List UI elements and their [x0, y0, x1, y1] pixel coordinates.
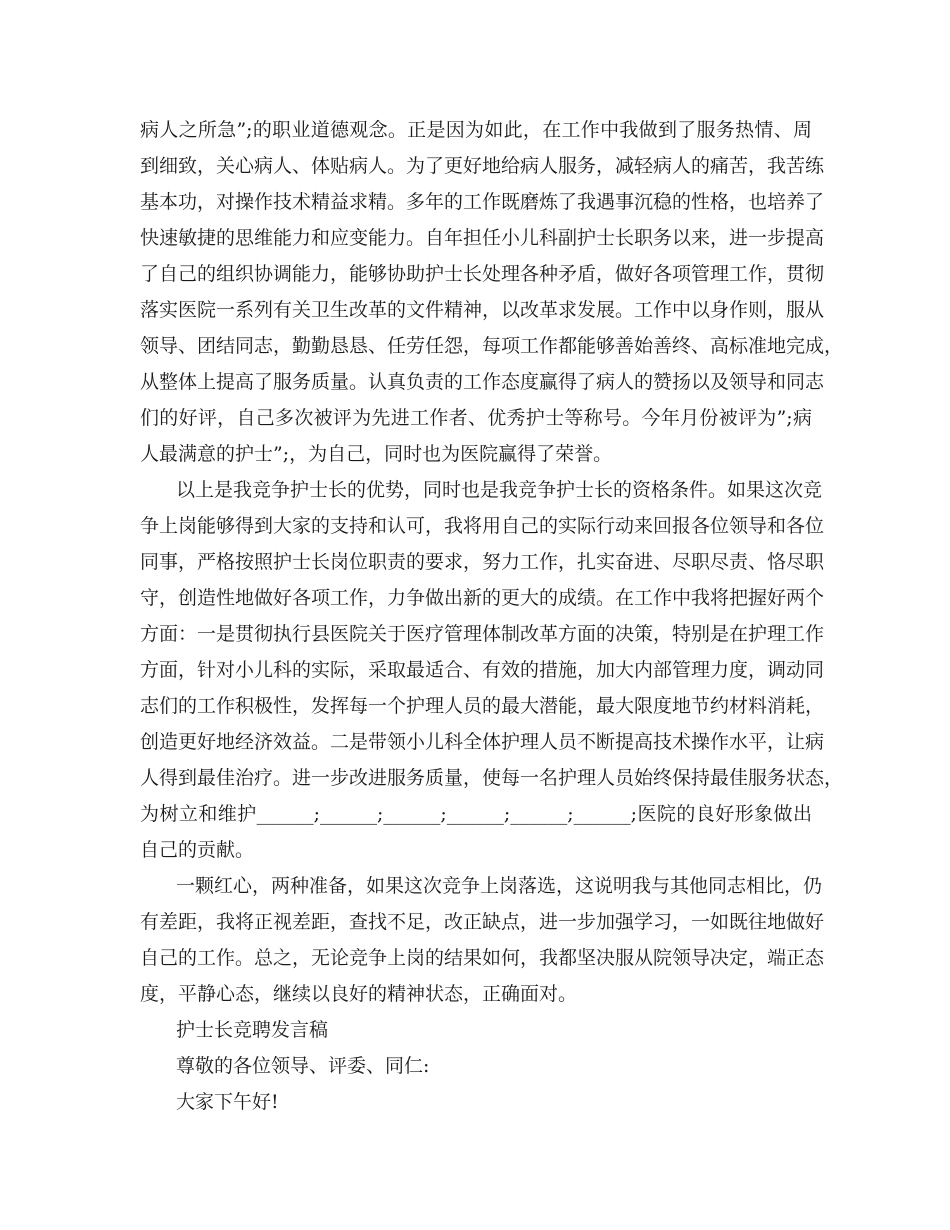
text-line: 度，平静心态，继续以良好的精神状态，正确面对。	[140, 983, 578, 1005]
text-line: 志们的工作积极性，发挥每一个护理人员的最大潜能，最大限度地节约材料消耗，	[140, 695, 825, 717]
text-line: 到细致，关心病人、体贴病人。为了更好地给病人服务，减轻病人的痛苦，我苦练	[140, 155, 825, 177]
text-line: 方面：一是贯彻执行县医院关于医疗管理体制改革方面的决策，特别是在护理工作	[140, 623, 825, 645]
text-line: 创造更好地经济效益。二是带领小儿科全体护理人员不断提高技术操作水平，让病	[140, 731, 825, 753]
text-line: 快速敏捷的思维能力和应变能力。自年担任小儿科副护士长职务以来，进一步提高	[140, 227, 825, 249]
text-line: 守，创造性地做好各项工作，力争做出新的更大的成绩。在工作中我将把握好两个	[140, 587, 825, 609]
text-line: 自己的贡献。	[140, 839, 255, 861]
text-line: 有差距，我将正视差距，查找不足，改正缺点，进一步加强学习，一如既往地做好	[140, 911, 825, 933]
text-line: 为树立和维护______;______;______;______;______;______;医院的良好形象做出	[140, 803, 812, 825]
text-line: 落实医院一系列有关卫生改革的文件精神，以改革求发展。工作中以身作则，服从	[140, 299, 825, 321]
paragraph-start-line: 以上是我竞争护士长的优势，同时也是我竞争护士长的资格条件。如果这次竞	[176, 479, 823, 501]
text-line: 病人之所急”;的职业道德观念。正是因为如此，在工作中我做到了服务热情、周	[140, 119, 812, 141]
salutation: 尊敬的各位领导、评委、同仁:	[176, 1055, 430, 1077]
text-line: 基本功，对操作技术精益求精。多年的工作既磨炼了我遇事沉稳的性格，也培养了	[140, 191, 825, 213]
text-line: 了自己的组织协调能力，能够协助护士长处理各种矛盾，做好各项管理工作，贯彻	[140, 263, 825, 285]
text-line: 自己的工作。总之，无论竞争上岗的结果如何，我都坚决服从院领导决定，端正态	[140, 947, 825, 969]
greeting: 大家下午好!	[176, 1091, 279, 1113]
paragraph-start-line: 一颗红心，两种准备，如果这次竞争上岗落选，这说明我与其他同志相比，仍	[176, 875, 823, 897]
text-line: 方面，针对小儿科的实际，采取最适合、有效的措施，加大内部管理力度，调动同	[140, 659, 825, 681]
text-line: 人得到最佳治疗。进一步改进服务质量，使每一名护理人员始终保持最佳服务状态，	[140, 767, 844, 789]
document-title: 护士长竞聘发言稿	[176, 1019, 329, 1041]
text-line: 争上岗能够得到大家的支持和认可，我将用自己的实际行动来回报各位领导和各位	[140, 515, 825, 537]
text-line: 从整体上提高了服务质量。认真负责的工作态度赢得了病人的赞扬以及领导和同志	[140, 371, 825, 393]
text-line: 领导、团结同志，勤勤恳恳、任劳任怨，每项工作都能够善始善终、高标准地完成，	[140, 335, 844, 357]
text-line: 人最满意的护士”;，为自己，同时也为医院赢得了荣誉。	[140, 443, 613, 465]
text-line: 同事，严格按照护士长岗位职责的要求，努力工作，扎实奋进、尽职尽责、恪尽职	[140, 551, 825, 573]
text-line: 们的好评，自己多次被评为先进工作者、优秀护士等称号。今年月份被评为”;病	[140, 407, 812, 429]
